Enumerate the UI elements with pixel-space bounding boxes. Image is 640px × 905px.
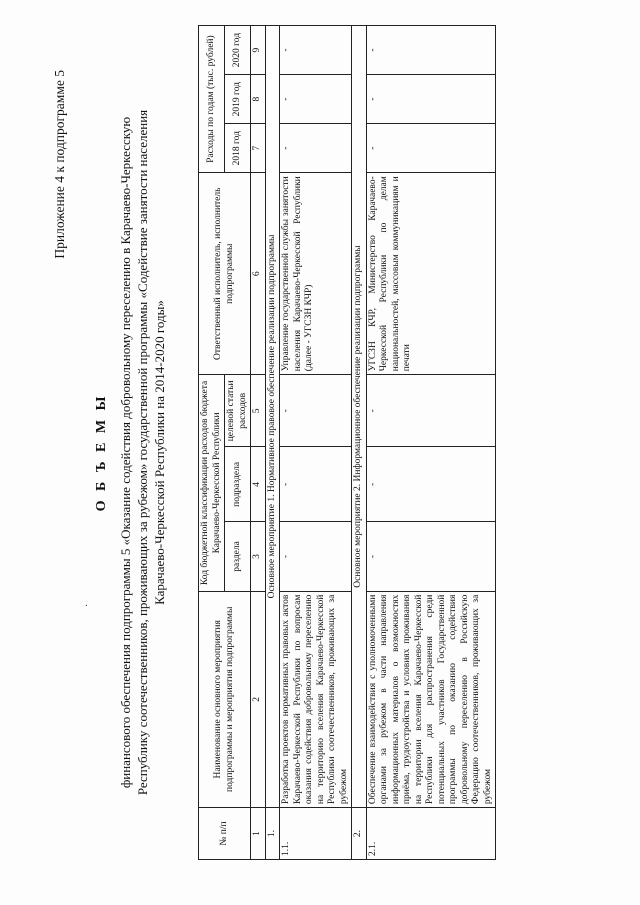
row-target-code: - [280, 375, 352, 447]
row-2018: - [280, 124, 352, 173]
header-name: Наименование основного мероприятия подпрограммы и мероприятия подпрограммы [199, 591, 251, 807]
subtitle-line-3: Карачаево-Черкесской Республики на 2014-2020 годы» [152, 300, 167, 605]
header-code-target: целевой статьи расходов [225, 375, 251, 447]
section-num: 1. [265, 808, 280, 860]
row-subsection-code: - [366, 447, 496, 522]
row-section-code: - [366, 522, 496, 591]
subtitle-line-1: финансового обеспечения подпрограммы 5 «Оказание содействия добровольному переселению в Карачаево-Черкесскую [118, 116, 133, 789]
expenses-table [198, 25, 496, 860]
col-num: 7 [251, 124, 266, 173]
section-title: Основное мероприятие 2. Информационное обеспечение реализации подпрограммы [352, 26, 367, 808]
row-target-code: - [366, 375, 496, 447]
col-num: 2 [251, 591, 266, 807]
col-num: 1 [251, 808, 266, 860]
row-name: Разработка проектов нормативных правовых актов Карачаево-Черкесской Республики по вопросам оказания содействия добровольному переселению на территорию вселения Карачаево-Черкесской Республики соотечественников, проживающих за рубежом [280, 591, 352, 807]
header-2019: 2019 год [225, 75, 251, 124]
header-expenses: Расходы по годам (тыс. рублей) [199, 26, 225, 173]
col-num: 5 [251, 375, 266, 447]
row-executor: Управление государственной службы занятости населения Карачаево-Черкесской Республики (далее - УГСЗН КЧР) [280, 173, 352, 375]
col-num: 6 [251, 173, 266, 375]
row-name: Обеспечение взаимодействия с уполномоченными органами за рубежом в части направления информационных материалов о возможностях приёма, трудоустройства и условиях проживания на территории вселения Карачаево-Черкесской Республики для распространения среди потенциальных участников Государственной программы по оказанию содействия добровольному переселению в Российскую Федерацию соотечественников, проживающих за рубежом [366, 591, 496, 807]
col-num: 3 [251, 522, 266, 591]
header-code-section: раздела [225, 522, 251, 591]
header-code-subsection: подраздела [225, 447, 251, 522]
header-code: Код бюджетной классификации расходов бюджета Карачаево-Черкесской Республики [199, 375, 225, 591]
row-section-code: - [280, 522, 352, 591]
column-numbers-row [251, 26, 266, 860]
col-num: 9 [251, 26, 266, 75]
subtitle-line-2: Республику соотечественников, проживающих за рубежом» государственной программы «Содействие занятости населения [135, 109, 150, 796]
row-executor: УГСЗН КЧР, Министерство Карачаево-Черкесской Республики по делам национальностей, массовым коммуникациям и печати [366, 173, 496, 375]
row-num: 2.1. [366, 808, 496, 860]
appendix-note: Приложение 4 к подпрограмме 5 [52, 70, 67, 259]
header-2020: 2020 год [225, 26, 251, 75]
header-executor: Ответственный исполнитель, исполнитель подпрограммы [199, 173, 251, 375]
section-num: 2. [352, 808, 367, 860]
table-row [280, 26, 352, 860]
col-num: 4 [251, 447, 266, 522]
row-2019: - [280, 75, 352, 124]
section-row [265, 26, 280, 860]
header-row-1 [199, 26, 225, 860]
section-row [352, 26, 367, 860]
scan-speck: · [82, 603, 93, 607]
row-2020: - [366, 26, 496, 75]
row-2019: - [366, 75, 496, 124]
header-num: № п/п [199, 808, 251, 860]
section-title: Основное мероприятие 1. Нормативное правовое обеспечение реализации подпрограммы [265, 26, 280, 808]
table-row [366, 26, 496, 860]
row-num: 1.1. [280, 808, 352, 860]
header-2018: 2018 год [225, 124, 251, 173]
row-subsection-code: - [280, 447, 352, 522]
row-2018: - [366, 124, 496, 173]
row-2020: - [280, 26, 352, 75]
document-title: О Б Ъ Е М Ы [94, 393, 109, 512]
col-num: 8 [251, 75, 266, 124]
